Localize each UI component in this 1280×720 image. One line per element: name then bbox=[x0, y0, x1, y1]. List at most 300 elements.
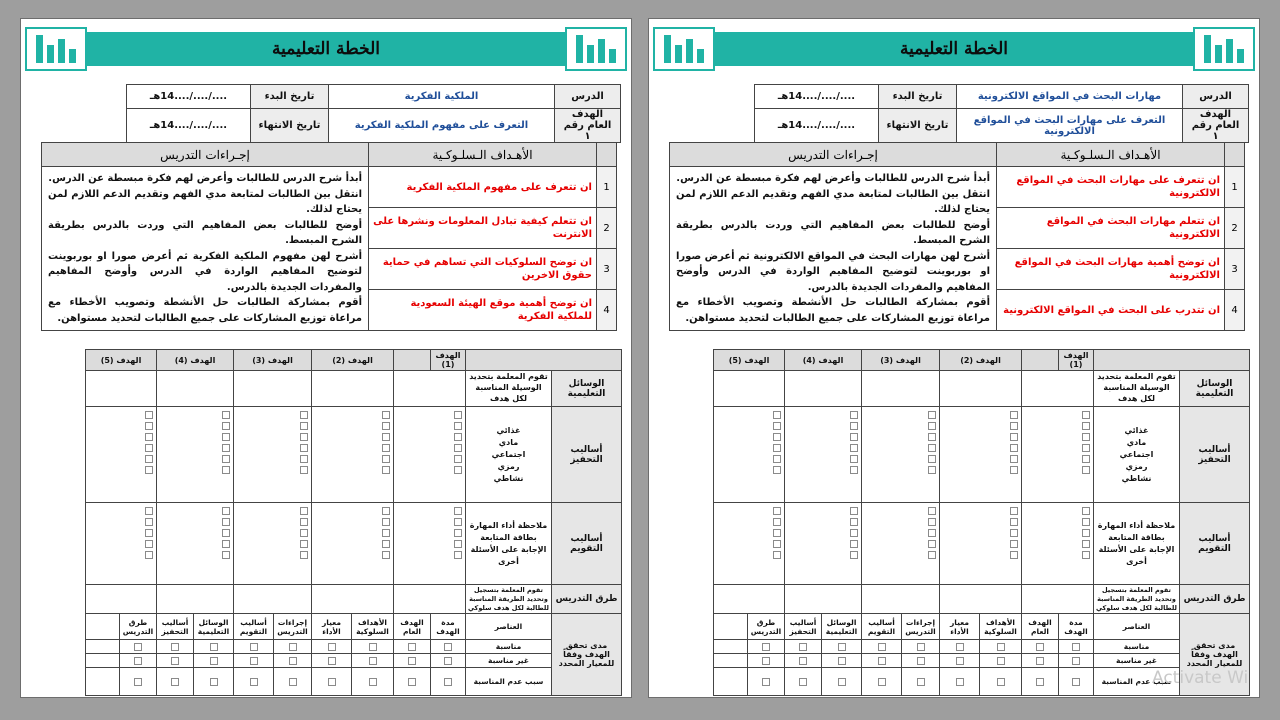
objectives-table bbox=[669, 142, 1245, 331]
ministry-logo-left bbox=[653, 27, 715, 71]
lesson-info-table bbox=[754, 84, 1249, 143]
fit-checkbox-cell bbox=[980, 654, 1022, 668]
fit-checkbox-cell bbox=[194, 654, 234, 668]
checkbox[interactable] bbox=[210, 657, 218, 665]
checkbox[interactable] bbox=[145, 551, 153, 559]
checkbox[interactable] bbox=[454, 551, 462, 559]
ministry-logo-right bbox=[565, 27, 627, 71]
evaluation-checkboxes bbox=[1022, 503, 1094, 585]
evaluation-checkboxes bbox=[940, 503, 1022, 585]
checkbox[interactable] bbox=[300, 433, 308, 441]
checkbox[interactable] bbox=[1036, 678, 1044, 686]
objectives-table bbox=[41, 142, 617, 331]
checkbox[interactable] bbox=[222, 518, 230, 526]
checkbox[interactable] bbox=[300, 455, 308, 463]
checkbox[interactable] bbox=[773, 551, 781, 559]
checkbox[interactable] bbox=[956, 678, 964, 686]
checkbox[interactable] bbox=[878, 678, 886, 686]
fit-checkbox-cell bbox=[312, 640, 352, 654]
checkbox[interactable] bbox=[250, 657, 258, 665]
checkbox[interactable] bbox=[210, 678, 218, 686]
checkbox[interactable] bbox=[382, 455, 390, 463]
fit-checkbox-cell bbox=[980, 668, 1022, 696]
criterion-header: طرق التدريس bbox=[748, 614, 785, 640]
checkbox[interactable] bbox=[762, 657, 770, 665]
checkbox[interactable] bbox=[928, 518, 936, 526]
checkbox[interactable] bbox=[454, 411, 462, 419]
end-date-label: تاريخ الانتهاء bbox=[879, 109, 957, 143]
general-goal-value: التعرف على مهارات البحث في المواقع الالكترونية bbox=[957, 109, 1183, 143]
teaching-method-cell[interactable] bbox=[714, 585, 785, 614]
lesson-name: مهارات البحث في المواقع الالكترونية bbox=[957, 85, 1183, 109]
media-cell[interactable] bbox=[714, 371, 785, 407]
fit-checkbox-cell bbox=[120, 668, 157, 696]
checkbox[interactable] bbox=[850, 422, 858, 430]
media-cell[interactable] bbox=[862, 371, 940, 407]
checkbox[interactable] bbox=[369, 678, 377, 686]
fit-checkbox-cell bbox=[714, 640, 748, 654]
checkbox[interactable] bbox=[171, 657, 179, 665]
checkbox[interactable] bbox=[917, 643, 925, 651]
checkbox[interactable] bbox=[1072, 643, 1080, 651]
procedures-text bbox=[42, 167, 369, 331]
start-date-value: ..../..../....14هـ bbox=[127, 85, 251, 109]
checkbox[interactable] bbox=[222, 433, 230, 441]
evaluation-label: أساليب التقويم bbox=[1180, 503, 1250, 585]
checkbox[interactable] bbox=[171, 643, 179, 651]
fit-checkbox-cell bbox=[714, 668, 748, 696]
checkbox[interactable] bbox=[850, 444, 858, 452]
checkbox[interactable] bbox=[762, 643, 770, 651]
fit-checkbox-cell bbox=[785, 654, 822, 668]
checkbox[interactable] bbox=[928, 422, 936, 430]
fit-checkbox-cell bbox=[312, 668, 352, 696]
checkbox[interactable] bbox=[928, 540, 936, 548]
checkbox[interactable] bbox=[850, 433, 858, 441]
fit-checkbox-cell bbox=[862, 654, 902, 668]
checkbox[interactable] bbox=[145, 540, 153, 548]
checkbox[interactable] bbox=[300, 529, 308, 537]
goal-header: الهدف (1) bbox=[431, 350, 466, 371]
evaluation-checkboxes bbox=[714, 503, 785, 585]
criterion-header-spacer bbox=[714, 614, 748, 640]
checkbox[interactable] bbox=[773, 411, 781, 419]
page-title: الخطة التعليمية bbox=[715, 32, 1193, 66]
media-description: تقوم المعلمة بتحديد الوسيلة المناسبة لكل هدف bbox=[466, 371, 552, 407]
checkbox[interactable] bbox=[878, 657, 886, 665]
checkbox[interactable] bbox=[134, 643, 142, 651]
fit-checkbox-cell bbox=[274, 654, 312, 668]
checkbox[interactable] bbox=[145, 433, 153, 441]
checkbox[interactable] bbox=[850, 455, 858, 463]
checkbox[interactable] bbox=[328, 657, 336, 665]
media-cell[interactable] bbox=[234, 371, 312, 407]
checkbox[interactable] bbox=[1082, 422, 1090, 430]
end-date-value: ..../..../....14هـ bbox=[127, 109, 251, 143]
criterion-header: الوسائل التعليمية bbox=[822, 614, 862, 640]
criterion-header: إجراءات التدريس bbox=[274, 614, 312, 640]
checkbox[interactable] bbox=[250, 678, 258, 686]
checkbox[interactable] bbox=[300, 466, 308, 474]
checkbox[interactable] bbox=[956, 657, 964, 665]
start-date-label: تاريخ البدء bbox=[251, 85, 329, 109]
procedure-line: أشرح لهن مفهوم الملكية الفكرية ثم أعرض صورا او بوربوينت لتوضيح المفاهيم الواردة في الدرس وأوضح المفاهيم والمفردات الجديدة بالدرس. bbox=[48, 250, 362, 293]
ministry-logo-left bbox=[25, 27, 87, 71]
checkbox[interactable] bbox=[210, 643, 218, 651]
checkbox[interactable] bbox=[145, 518, 153, 526]
checkbox[interactable] bbox=[145, 455, 153, 463]
media-cell[interactable] bbox=[785, 371, 862, 407]
teaching-method-cell[interactable] bbox=[940, 585, 1022, 614]
procedure-line: انتقل بين الطالبات لمتابعة مدي الفهم وتقديم الدعم اللازم لمن يحتاج لذلك. bbox=[48, 188, 362, 215]
checkbox[interactable] bbox=[300, 411, 308, 419]
reinforcement-checkboxes bbox=[714, 407, 785, 503]
fit-checkbox-cell bbox=[352, 640, 394, 654]
checkbox[interactable] bbox=[1036, 643, 1044, 651]
lesson-label: الدرس bbox=[1183, 85, 1249, 109]
checkbox[interactable] bbox=[838, 678, 846, 686]
fit-checkbox-cell bbox=[862, 640, 902, 654]
checkbox[interactable] bbox=[382, 433, 390, 441]
checkbox[interactable] bbox=[222, 551, 230, 559]
media-cell[interactable] bbox=[157, 371, 234, 407]
checkbox[interactable] bbox=[145, 507, 153, 515]
checkbox[interactable] bbox=[1010, 433, 1018, 441]
procedure-line: أبدأ شرح الدرس للطالبات وأعرض لهم فكرة مبسطة عن الدرس. bbox=[48, 173, 362, 184]
checkbox[interactable] bbox=[928, 466, 936, 474]
unsuitable-reason-label: سبب عدم المناسبة bbox=[466, 668, 552, 696]
checkbox[interactable] bbox=[1082, 444, 1090, 452]
checkbox[interactable] bbox=[454, 444, 462, 452]
checkbox[interactable] bbox=[289, 657, 297, 665]
planning-grid bbox=[713, 349, 1250, 696]
checkbox[interactable] bbox=[773, 433, 781, 441]
objectives-corner bbox=[597, 143, 617, 167]
checkbox[interactable] bbox=[444, 678, 452, 686]
checkbox[interactable] bbox=[300, 540, 308, 548]
evaluation-checkboxes bbox=[785, 503, 862, 585]
checkbox[interactable] bbox=[917, 678, 925, 686]
checkbox[interactable] bbox=[997, 657, 1005, 665]
checkbox[interactable] bbox=[300, 422, 308, 430]
reinforcement-checkboxes bbox=[312, 407, 394, 503]
checkbox[interactable] bbox=[145, 411, 153, 419]
checkbox[interactable] bbox=[917, 657, 925, 665]
checkbox[interactable] bbox=[134, 678, 142, 686]
teaching-methods-label: طرق التدريس bbox=[552, 585, 622, 614]
checkbox[interactable] bbox=[850, 529, 858, 537]
end-date-label: تاريخ الانتهاء bbox=[251, 109, 329, 143]
unsuitable-label: غير مناسبة bbox=[1094, 654, 1180, 668]
end-date-value: ..../..../....14هـ bbox=[755, 109, 879, 143]
teaching-method-cell[interactable] bbox=[394, 585, 466, 614]
checkbox[interactable] bbox=[369, 643, 377, 651]
evaluation-options: ملاحظة أداء المهارة بطاقة المتابعة الإجابة على الأسئلة أخرى bbox=[1094, 503, 1180, 585]
checkbox[interactable] bbox=[1010, 518, 1018, 526]
checkbox[interactable] bbox=[382, 529, 390, 537]
fit-checkbox-cell bbox=[194, 668, 234, 696]
checkbox[interactable] bbox=[928, 455, 936, 463]
media-cell[interactable] bbox=[86, 371, 157, 407]
checkbox[interactable] bbox=[878, 643, 886, 651]
checkbox[interactable] bbox=[382, 507, 390, 515]
checkbox[interactable] bbox=[799, 643, 807, 651]
checkbox[interactable] bbox=[928, 551, 936, 559]
reinforcement-checkboxes bbox=[862, 407, 940, 503]
checkbox[interactable] bbox=[1010, 507, 1018, 515]
checkbox[interactable] bbox=[850, 540, 858, 548]
checkbox[interactable] bbox=[1010, 411, 1018, 419]
checkbox[interactable] bbox=[1082, 540, 1090, 548]
procedure-line: أقوم بمشاركة الطالبات حل الأنشطة وتصويب الأخطاء مع مراعاة توزيع المشاركات على جميع الطالبات لتحديد مستواهن. bbox=[676, 297, 990, 324]
fit-checkbox-cell bbox=[394, 654, 431, 668]
checkbox[interactable] bbox=[1082, 455, 1090, 463]
checkbox[interactable] bbox=[1082, 466, 1090, 474]
checkbox[interactable] bbox=[928, 444, 936, 452]
checkbox[interactable] bbox=[928, 433, 936, 441]
checkbox[interactable] bbox=[408, 678, 416, 686]
fit-checkbox-cell bbox=[748, 654, 785, 668]
fit-checkbox-cell bbox=[902, 640, 940, 654]
teaching-method-cell[interactable] bbox=[86, 585, 157, 614]
procedures-header: إجـراءات التدريس bbox=[670, 143, 997, 167]
checkbox[interactable] bbox=[222, 411, 230, 419]
teaching-method-cell[interactable] bbox=[234, 585, 312, 614]
checkbox[interactable] bbox=[1010, 444, 1018, 452]
criterion-header: الهدف العام bbox=[1022, 614, 1059, 640]
checkbox[interactable] bbox=[1072, 657, 1080, 665]
teaching-method-cell[interactable] bbox=[785, 585, 862, 614]
page-header bbox=[25, 27, 627, 71]
checkbox[interactable] bbox=[145, 529, 153, 537]
fit-checkbox-cell bbox=[274, 640, 312, 654]
objective-text: ان تتعلم كيفية تبادل المعلومات ونشرها على الانترنت bbox=[369, 208, 597, 249]
fit-checkbox-cell bbox=[902, 668, 940, 696]
checkbox[interactable] bbox=[1010, 422, 1018, 430]
checkbox[interactable] bbox=[222, 529, 230, 537]
checkbox[interactable] bbox=[382, 411, 390, 419]
checkbox[interactable] bbox=[928, 529, 936, 537]
checkbox[interactable] bbox=[850, 518, 858, 526]
checkbox[interactable] bbox=[222, 507, 230, 515]
checkbox[interactable] bbox=[454, 518, 462, 526]
fit-checkbox-cell bbox=[1059, 640, 1094, 654]
start-date-label: تاريخ البدء bbox=[879, 85, 957, 109]
checkbox[interactable] bbox=[956, 643, 964, 651]
checkbox[interactable] bbox=[838, 657, 846, 665]
checkbox[interactable] bbox=[171, 678, 179, 686]
checkbox[interactable] bbox=[328, 678, 336, 686]
checkbox[interactable] bbox=[222, 455, 230, 463]
goal-header: الهدف (3) bbox=[862, 350, 940, 371]
checkbox[interactable] bbox=[134, 657, 142, 665]
checkbox[interactable] bbox=[382, 444, 390, 452]
fit-checkbox-cell bbox=[120, 654, 157, 668]
checkbox[interactable] bbox=[928, 507, 936, 515]
checkbox[interactable] bbox=[1010, 551, 1018, 559]
objective-number: 1 bbox=[1225, 167, 1245, 208]
checkbox[interactable] bbox=[382, 540, 390, 548]
checkbox[interactable] bbox=[289, 678, 297, 686]
checkbox[interactable] bbox=[1082, 433, 1090, 441]
checkbox[interactable] bbox=[408, 657, 416, 665]
checkbox[interactable] bbox=[773, 466, 781, 474]
checkbox[interactable] bbox=[454, 455, 462, 463]
checkbox[interactable] bbox=[773, 529, 781, 537]
planning-grid bbox=[85, 349, 622, 696]
checkbox[interactable] bbox=[250, 643, 258, 651]
teaching-method-cell[interactable] bbox=[862, 585, 940, 614]
checkbox[interactable] bbox=[1036, 657, 1044, 665]
checkbox[interactable] bbox=[222, 444, 230, 452]
fit-checkbox-cell bbox=[902, 654, 940, 668]
checkbox[interactable] bbox=[997, 643, 1005, 651]
media-label: الوسائل التعليمية bbox=[1180, 371, 1250, 407]
checkbox[interactable] bbox=[773, 540, 781, 548]
checkbox[interactable] bbox=[773, 422, 781, 430]
checkbox[interactable] bbox=[145, 444, 153, 452]
media-cell[interactable] bbox=[394, 371, 466, 407]
checkbox[interactable] bbox=[1082, 507, 1090, 515]
checkbox[interactable] bbox=[454, 422, 462, 430]
checkbox[interactable] bbox=[454, 466, 462, 474]
checkbox[interactable] bbox=[300, 507, 308, 515]
teaching-methods-description: تقوم المعلمة بتسجيل وتحديد الطريقة المناسبة للطالبة لكل هدف سلوكي bbox=[1094, 585, 1180, 614]
checkbox[interactable] bbox=[773, 455, 781, 463]
checkbox[interactable] bbox=[928, 411, 936, 419]
checkbox[interactable] bbox=[850, 411, 858, 419]
fit-checkbox-cell bbox=[1022, 654, 1059, 668]
fit-checkbox-cell bbox=[86, 640, 120, 654]
checkbox[interactable] bbox=[838, 643, 846, 651]
general-goal-label: الهدف العام رقم ١ bbox=[555, 109, 621, 143]
objective-number: 3 bbox=[597, 249, 617, 290]
fit-checkbox-cell bbox=[352, 668, 394, 696]
checkbox[interactable] bbox=[850, 551, 858, 559]
checkbox[interactable] bbox=[382, 551, 390, 559]
checkbox[interactable] bbox=[145, 466, 153, 474]
teaching-method-cell[interactable] bbox=[1022, 585, 1094, 614]
evaluation-checkboxes bbox=[394, 503, 466, 585]
media-description: تقوم المعلمة بتحديد الوسيلة المناسبة لكل هدف bbox=[1094, 371, 1180, 407]
reinforcement-checkboxes bbox=[394, 407, 466, 503]
goal-header: الهدف (2) bbox=[312, 350, 394, 371]
fit-checkbox-cell bbox=[86, 668, 120, 696]
checkbox[interactable] bbox=[222, 466, 230, 474]
criterion-header: أساليب التقويم bbox=[234, 614, 274, 640]
objective-text: ان تتعرف على مفهوم الملكية الفكرية bbox=[369, 167, 597, 208]
criterion-header: أساليب التحفيز bbox=[785, 614, 822, 640]
checkbox[interactable] bbox=[222, 422, 230, 430]
checkbox[interactable] bbox=[799, 657, 807, 665]
objective-text: ان تتدرب على البحث في المواقع الالكترونية bbox=[997, 290, 1225, 331]
procedures-text bbox=[670, 167, 997, 331]
procedure-line: أوضح للطالبات بعض المفاهيم التي وردت بالدرس بطريقة الشرح المبسط. bbox=[676, 219, 990, 246]
checkbox[interactable] bbox=[1010, 455, 1018, 463]
fit-checkbox-cell bbox=[431, 640, 466, 654]
procedure-line: أبدأ شرح الدرس للطالبات وأعرض لهم فكرة مبسطة عن الدرس. bbox=[676, 173, 990, 184]
teaching-method-cell[interactable] bbox=[312, 585, 394, 614]
criterion-header: الأهداف السلوكية bbox=[352, 614, 394, 640]
checkbox[interactable] bbox=[1010, 466, 1018, 474]
fit-checkbox-cell bbox=[940, 640, 980, 654]
checkbox[interactable] bbox=[1010, 540, 1018, 548]
checkbox[interactable] bbox=[454, 540, 462, 548]
checkbox[interactable] bbox=[289, 643, 297, 651]
checkbox[interactable] bbox=[1082, 529, 1090, 537]
checkbox[interactable] bbox=[850, 507, 858, 515]
checkbox[interactable] bbox=[799, 678, 807, 686]
criterion-header-spacer bbox=[86, 614, 120, 640]
checkbox[interactable] bbox=[454, 507, 462, 515]
media-cell[interactable] bbox=[312, 371, 394, 407]
checkbox[interactable] bbox=[773, 444, 781, 452]
checkbox[interactable] bbox=[300, 518, 308, 526]
checkbox[interactable] bbox=[300, 551, 308, 559]
checkbox[interactable] bbox=[1082, 411, 1090, 419]
criterion-header: معيار الأداء bbox=[940, 614, 980, 640]
media-cell[interactable] bbox=[940, 371, 1022, 407]
activation-watermark: Activate Wi bbox=[1152, 668, 1249, 688]
evaluation-checkboxes bbox=[234, 503, 312, 585]
checkbox[interactable] bbox=[773, 507, 781, 515]
fit-checkbox-cell bbox=[822, 640, 862, 654]
checkbox[interactable] bbox=[762, 678, 770, 686]
checkbox[interactable] bbox=[444, 643, 452, 651]
evaluation-checkboxes bbox=[86, 503, 157, 585]
checkbox[interactable] bbox=[328, 643, 336, 651]
fit-checkbox-cell bbox=[157, 654, 194, 668]
objective-number: 4 bbox=[597, 290, 617, 331]
checkbox[interactable] bbox=[382, 466, 390, 474]
checkbox[interactable] bbox=[454, 529, 462, 537]
checkbox[interactable] bbox=[222, 540, 230, 548]
fit-checkbox-cell bbox=[714, 654, 748, 668]
checkbox[interactable] bbox=[369, 657, 377, 665]
objective-number: 2 bbox=[1225, 208, 1245, 249]
checkbox[interactable] bbox=[382, 518, 390, 526]
checkbox[interactable] bbox=[300, 444, 308, 452]
evaluation-checkboxes bbox=[312, 503, 394, 585]
checkbox[interactable] bbox=[408, 643, 416, 651]
teaching-method-cell[interactable] bbox=[157, 585, 234, 614]
checkbox[interactable] bbox=[1082, 551, 1090, 559]
goal-header-spacer bbox=[1022, 350, 1059, 371]
checkbox[interactable] bbox=[1072, 678, 1080, 686]
checkbox[interactable] bbox=[145, 422, 153, 430]
checkbox[interactable] bbox=[773, 518, 781, 526]
checkbox[interactable] bbox=[850, 466, 858, 474]
checkbox[interactable] bbox=[382, 422, 390, 430]
evaluation-label: أساليب التقويم bbox=[552, 503, 622, 585]
evaluation-options: ملاحظة أداء المهارة بطاقة المتابعة الإجابة على الأسئلة أخرى bbox=[466, 503, 552, 585]
objective-text: ان تتعلم مهارات البحث في المواقع الالكترونية bbox=[997, 208, 1225, 249]
media-cell[interactable] bbox=[1022, 371, 1094, 407]
fit-checkbox-cell bbox=[748, 668, 785, 696]
checkbox[interactable] bbox=[1010, 529, 1018, 537]
checkbox[interactable] bbox=[1082, 518, 1090, 526]
criterion-header: إجراءات التدريس bbox=[902, 614, 940, 640]
criterion-header: الهدف العام bbox=[394, 614, 431, 640]
reinforcement-label: أساليب التحفيز bbox=[552, 407, 622, 503]
checkbox[interactable] bbox=[997, 678, 1005, 686]
fit-checkbox-cell bbox=[862, 668, 902, 696]
checkbox[interactable] bbox=[454, 433, 462, 441]
reinforcement-checkboxes bbox=[86, 407, 157, 503]
procedures-header: إجـراءات التدريس bbox=[42, 143, 369, 167]
fit-checkbox-cell bbox=[980, 640, 1022, 654]
checkbox[interactable] bbox=[444, 657, 452, 665]
